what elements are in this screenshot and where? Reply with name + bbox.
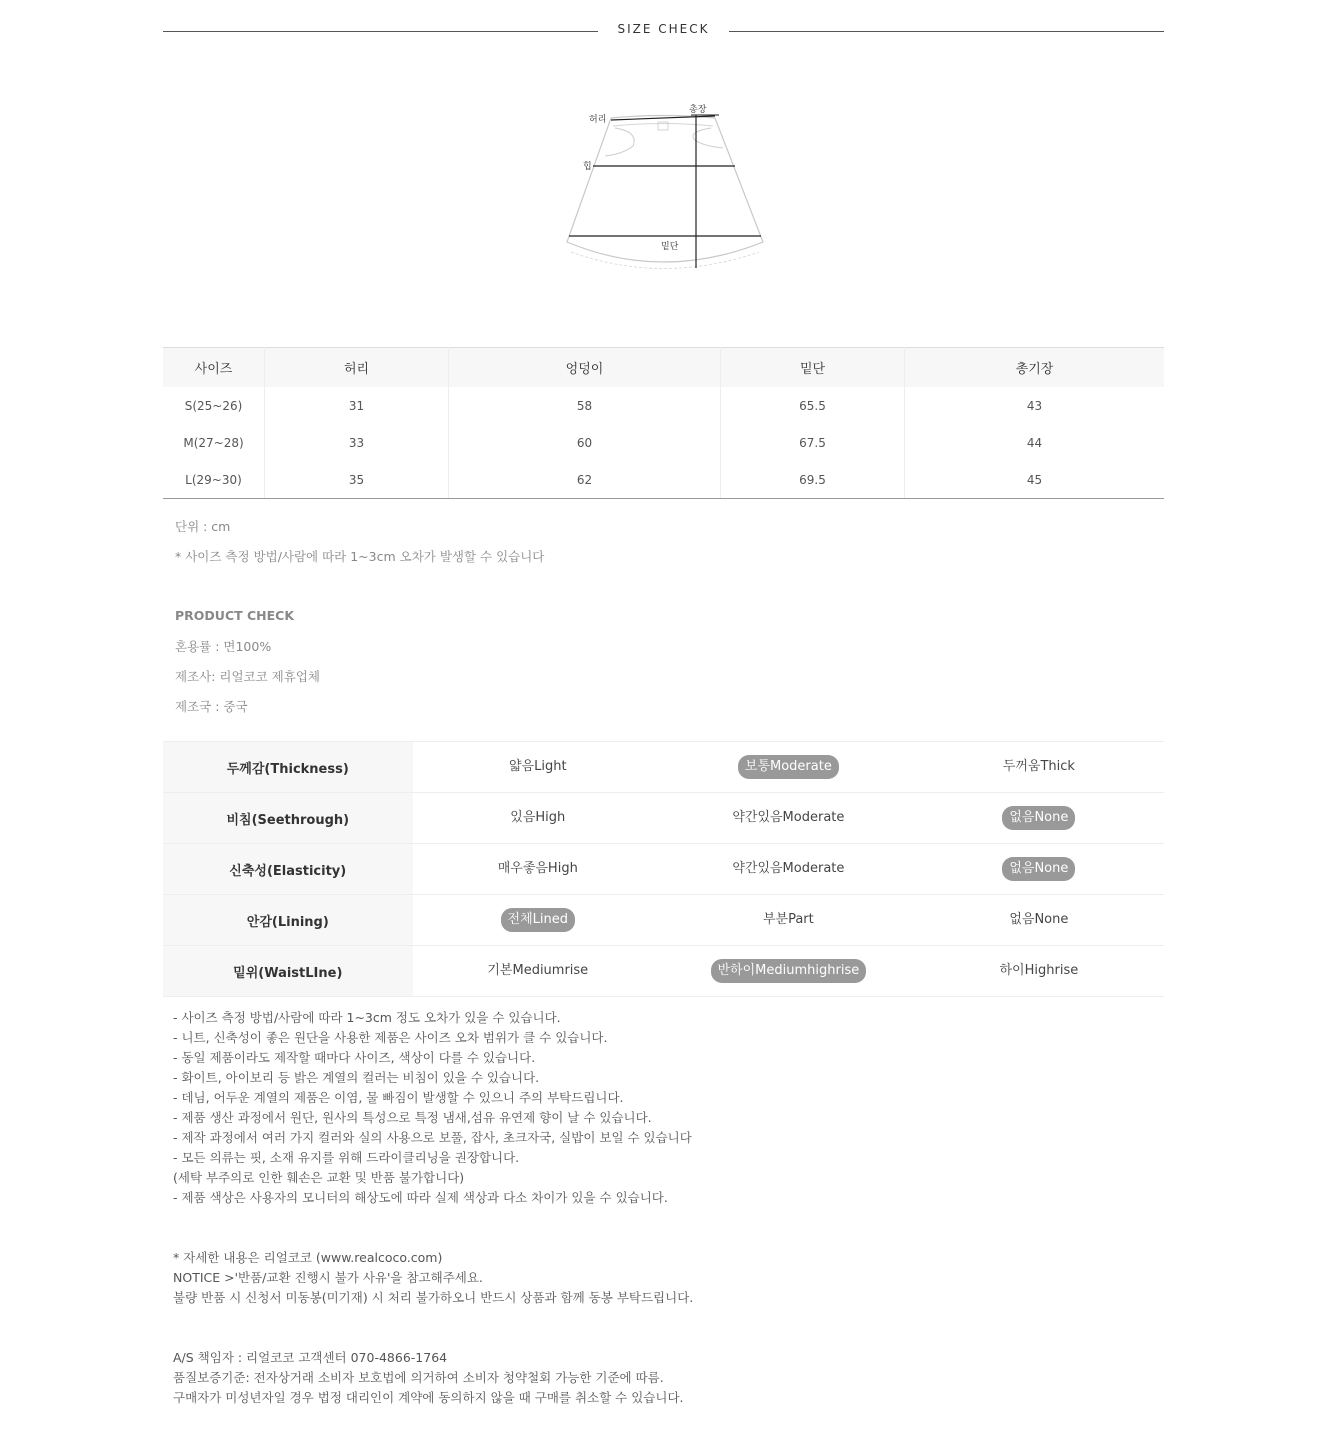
origin-info: 제조국 : 중국 (175, 699, 248, 714)
waist-label: 허리 (589, 115, 607, 125)
material-info: 혼용률 : 면100% (175, 639, 272, 654)
size-cell: 69.5 (721, 461, 905, 499)
hem-label: 밑단 (661, 242, 679, 252)
check-row-lining (163, 895, 1164, 946)
product-check-title: PRODUCT CHECK (175, 608, 295, 623)
check-label: 안감(Lining) (163, 895, 413, 946)
size-cell: M(27~28) (163, 424, 265, 461)
check-label: 밑위(WaistLIne) (163, 946, 413, 997)
size-cell: 67.5 (721, 424, 905, 461)
tolerance-note: * 사이즈 측정 방법/사람에 따라 1~3cm 오차가 발생할 수 있습니다 (175, 549, 545, 564)
check-row-seethrough (163, 793, 1164, 844)
divider-right (729, 31, 1164, 32)
notice-line: NOTICE >'반품/교환 진행시 불가 사유'을 참고해주세요. (173, 1270, 483, 1285)
check-option: 없음None (1009, 912, 1069, 927)
size-cell: S(25~26) (163, 387, 265, 424)
check-option: 약간있음Moderate (732, 861, 845, 876)
skirt-measurement-diagram (563, 100, 773, 275)
check-option: 매우좋음High (497, 861, 578, 876)
size-cell: 58 (449, 387, 721, 424)
check-option: 약간있음Moderate (732, 810, 845, 825)
size-table (163, 347, 1164, 499)
check-option: 얇음Light (508, 759, 567, 774)
size-cell: 31 (265, 387, 449, 424)
check-option: 없음None (1002, 806, 1075, 830)
size-header-cell: 허리 (265, 348, 449, 388)
list-item: - 제품 색상은 사용자의 모니터의 해상도에 따라 실제 색상과 다소 차이가 있을 수 있습니다. (173, 1190, 668, 1205)
check-label: 비침(Seethrough) (163, 793, 413, 844)
check-option: 없음None (1002, 857, 1075, 881)
check-option: 두꺼움Thick (1002, 759, 1075, 774)
size-header-cell: 총기장 (1015, 362, 1054, 377)
care-notes (173, 1008, 692, 1208)
unit-note: 단위 : cm (175, 519, 231, 534)
list-item: - 제작 과정에서 여러 가지 컬러와 실의 사용으로 보풀, 잡사, 초크자국, 실밥이 보일 수 있습니다 (173, 1130, 692, 1145)
size-header-cell: 사이즈 (163, 348, 265, 388)
list-item: - 모든 의류는 핏, 소재 유지를 위해 드라이클리닝을 권장합니다. (173, 1150, 520, 1165)
check-option: 전체Lined (501, 908, 575, 932)
length-label: 총장 (689, 105, 707, 115)
size-cell: L(29~30) (163, 461, 265, 499)
section-title: SIZE CHECK (617, 22, 710, 36)
notice-line: * 자세한 내용은 리얼코코 (www.realcoco.com) (173, 1250, 443, 1265)
size-header-cell: 밑단 (721, 348, 905, 388)
list-item: (세탁 부주의로 인한 훼손은 교환 및 반품 불가합니다) (173, 1170, 465, 1185)
section-header (163, 0, 1164, 62)
check-row-elasticity (163, 844, 1164, 895)
check-option: 보통Moderate (738, 755, 839, 779)
list-item: - 화이트, 아이보리 등 밝은 계열의 컬러는 비침이 있을 수 있습니다. (173, 1070, 540, 1085)
size-table-header (163, 348, 1164, 388)
list-item: - 제품 생산 과정에서 원단, 원사의 특성으로 특정 냄새,섬유 유연제 향이 날 수 있습니다. (173, 1110, 652, 1125)
check-option: 하이Highrise (999, 963, 1079, 978)
check-option: 부분Part (762, 912, 814, 927)
check-label: 신축성(Elasticity) (163, 844, 413, 895)
size-cell: 62 (449, 461, 721, 499)
check-row-waistline (163, 946, 1164, 997)
as-info-line: 품질보증기준: 전자상거래 소비자 보호법에 의거하여 소비자 청약철회 가능한 기준에 따름. (173, 1370, 664, 1385)
notice-block (173, 1248, 693, 1308)
size-header-cell: 엉덩이 (449, 348, 721, 388)
table-row (163, 461, 1164, 499)
check-label: 두께감(Thickness) (163, 742, 413, 793)
size-cell: 60 (449, 424, 721, 461)
maker-info: 제조사: 리얼코코 제휴업체 (175, 669, 320, 684)
notice-line: 불량 반품 시 신청서 미동봉(미기재) 시 처리 불가하오니 반드시 상품과 함께 동봉 부탁드립니다. (173, 1290, 694, 1305)
size-cell: 43 (1026, 398, 1043, 413)
hip-label: 힙 (583, 162, 592, 172)
size-cell: 45 (905, 461, 1165, 499)
table-row (163, 387, 1164, 424)
check-option: 반하이Mediumhighrise (711, 959, 867, 983)
size-cell: 35 (265, 461, 449, 499)
product-check-table (163, 741, 1164, 997)
list-item: - 동일 제품이라도 제작할 때마다 사이즈, 색상이 다를 수 있습니다. (173, 1050, 536, 1065)
as-info-line: 구매자가 미성년자일 경우 법정 대리인이 계약에 동의하지 않을 때 구매를 취소할 수 있습니다. (173, 1390, 684, 1405)
list-item: - 사이즈 측정 방법/사람에 따라 1~3cm 정도 오차가 있을 수 있습니다. (173, 1010, 561, 1025)
as-info-block (173, 1348, 684, 1408)
detail-page (163, 0, 1164, 1405)
list-item: - 데님, 어두운 계열의 제품은 이염, 물 빠짐이 발생할 수 있으니 주의 부탁드립니다. (173, 1090, 624, 1105)
check-option: 기본Mediumrise (487, 963, 589, 978)
check-row-thickness (163, 742, 1164, 793)
size-cell: 44 (1026, 435, 1043, 450)
check-option: 있음High (510, 810, 566, 825)
as-info-line: A/S 책임자 : 리얼코코 고객센터 070-4866-1764 (173, 1350, 448, 1365)
size-cell: 33 (265, 424, 449, 461)
size-cell: 65.5 (721, 387, 905, 424)
list-item: - 니트, 신축성이 좋은 원단을 사용한 제품은 사이즈 오차 범위가 클 수 있습니다. (173, 1030, 608, 1045)
table-row (163, 424, 1164, 461)
